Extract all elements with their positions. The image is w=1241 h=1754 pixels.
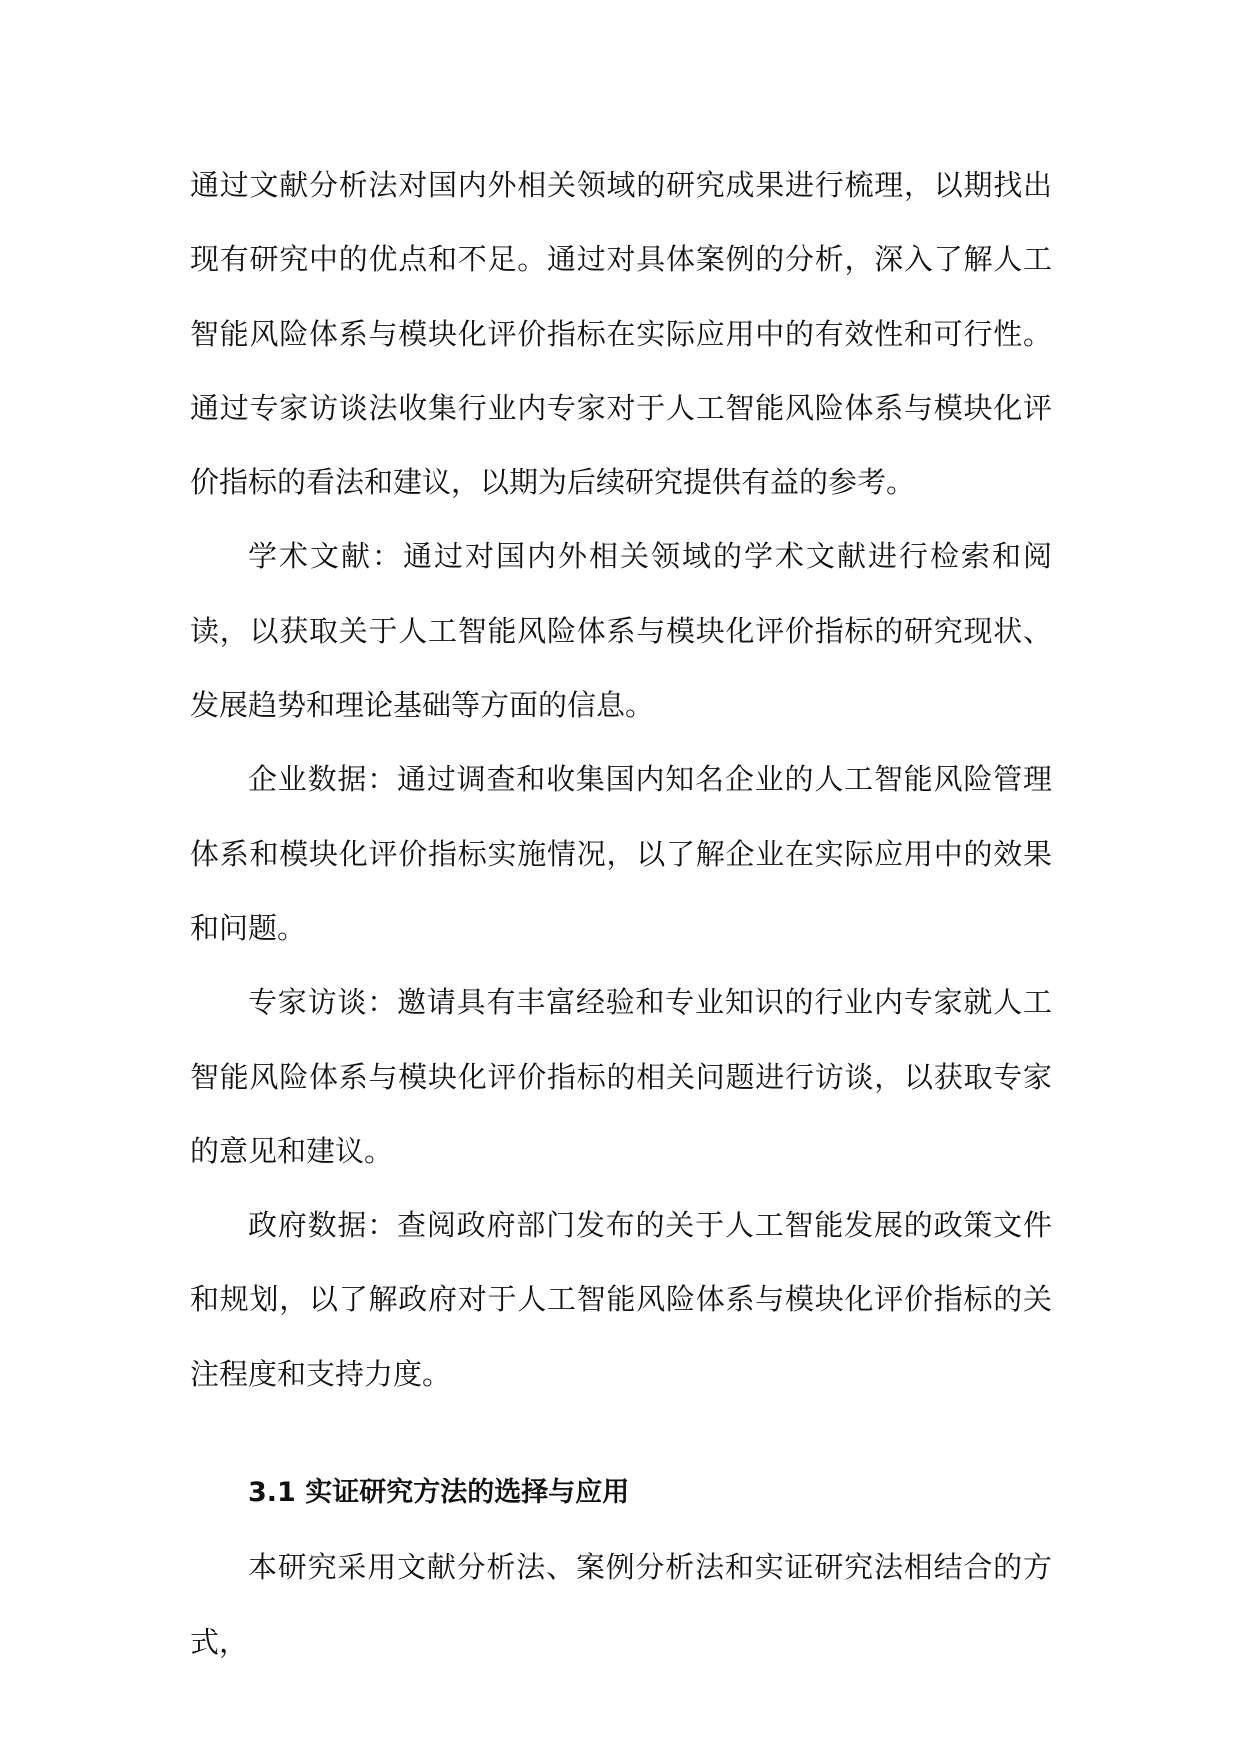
document-body [190,148,1052,1679]
paragraph-continuation: 通过文献分析法对国内外相关领域的研究成果进行梳理，以期找出现有研究中的优点和不足。通过对具体案例的分析，深入了解人工智能风险体系与模块化评价指标在实际应用中的有效性和可行性。通过专家访谈法收集行业内专家对于人工智能风险体系与模块化评价指标的看法和建议，以期为后续研究提供有益的参考。 [190,168,1052,500]
paragraph-enterprise-data: 企业数据：通过调查和收集国内知名企业的人工智能风险管理体系和模块化评价指标实施情况，以了解企业在实际应用中的效果和问题。 [190,762,1052,945]
paragraph-academic-literature: 学术文献：通过对国内外相关领域的学术文献进行检索和阅读，以获取关于人工智能风险体系与模块化评价指标的研究现状、发展趋势和理论基础等方面的信息。 [190,539,1052,723]
paragraph-methods-intro: 本研究采用文献分析法、案例分析法和实证研究法相结合的方式， [190,1550,1052,1659]
paragraph-government-data: 政府数据：查阅政府部门发布的关于人工智能发展的政策文件和规划，以了解政府对于人工智能风险体系与模块化评价指标的关注程度和支持力度。 [190,1208,1052,1391]
paragraph-expert-interview: 专家访谈：邀请具有丰富经验和专业知识的行业内专家就人工智能风险体系与模块化评价指标的相关问题进行访谈，以获取专家的意见和建议。 [190,985,1052,1168]
section-heading: 3.1 实证研究方法的选择与应用 [248,1477,630,1509]
